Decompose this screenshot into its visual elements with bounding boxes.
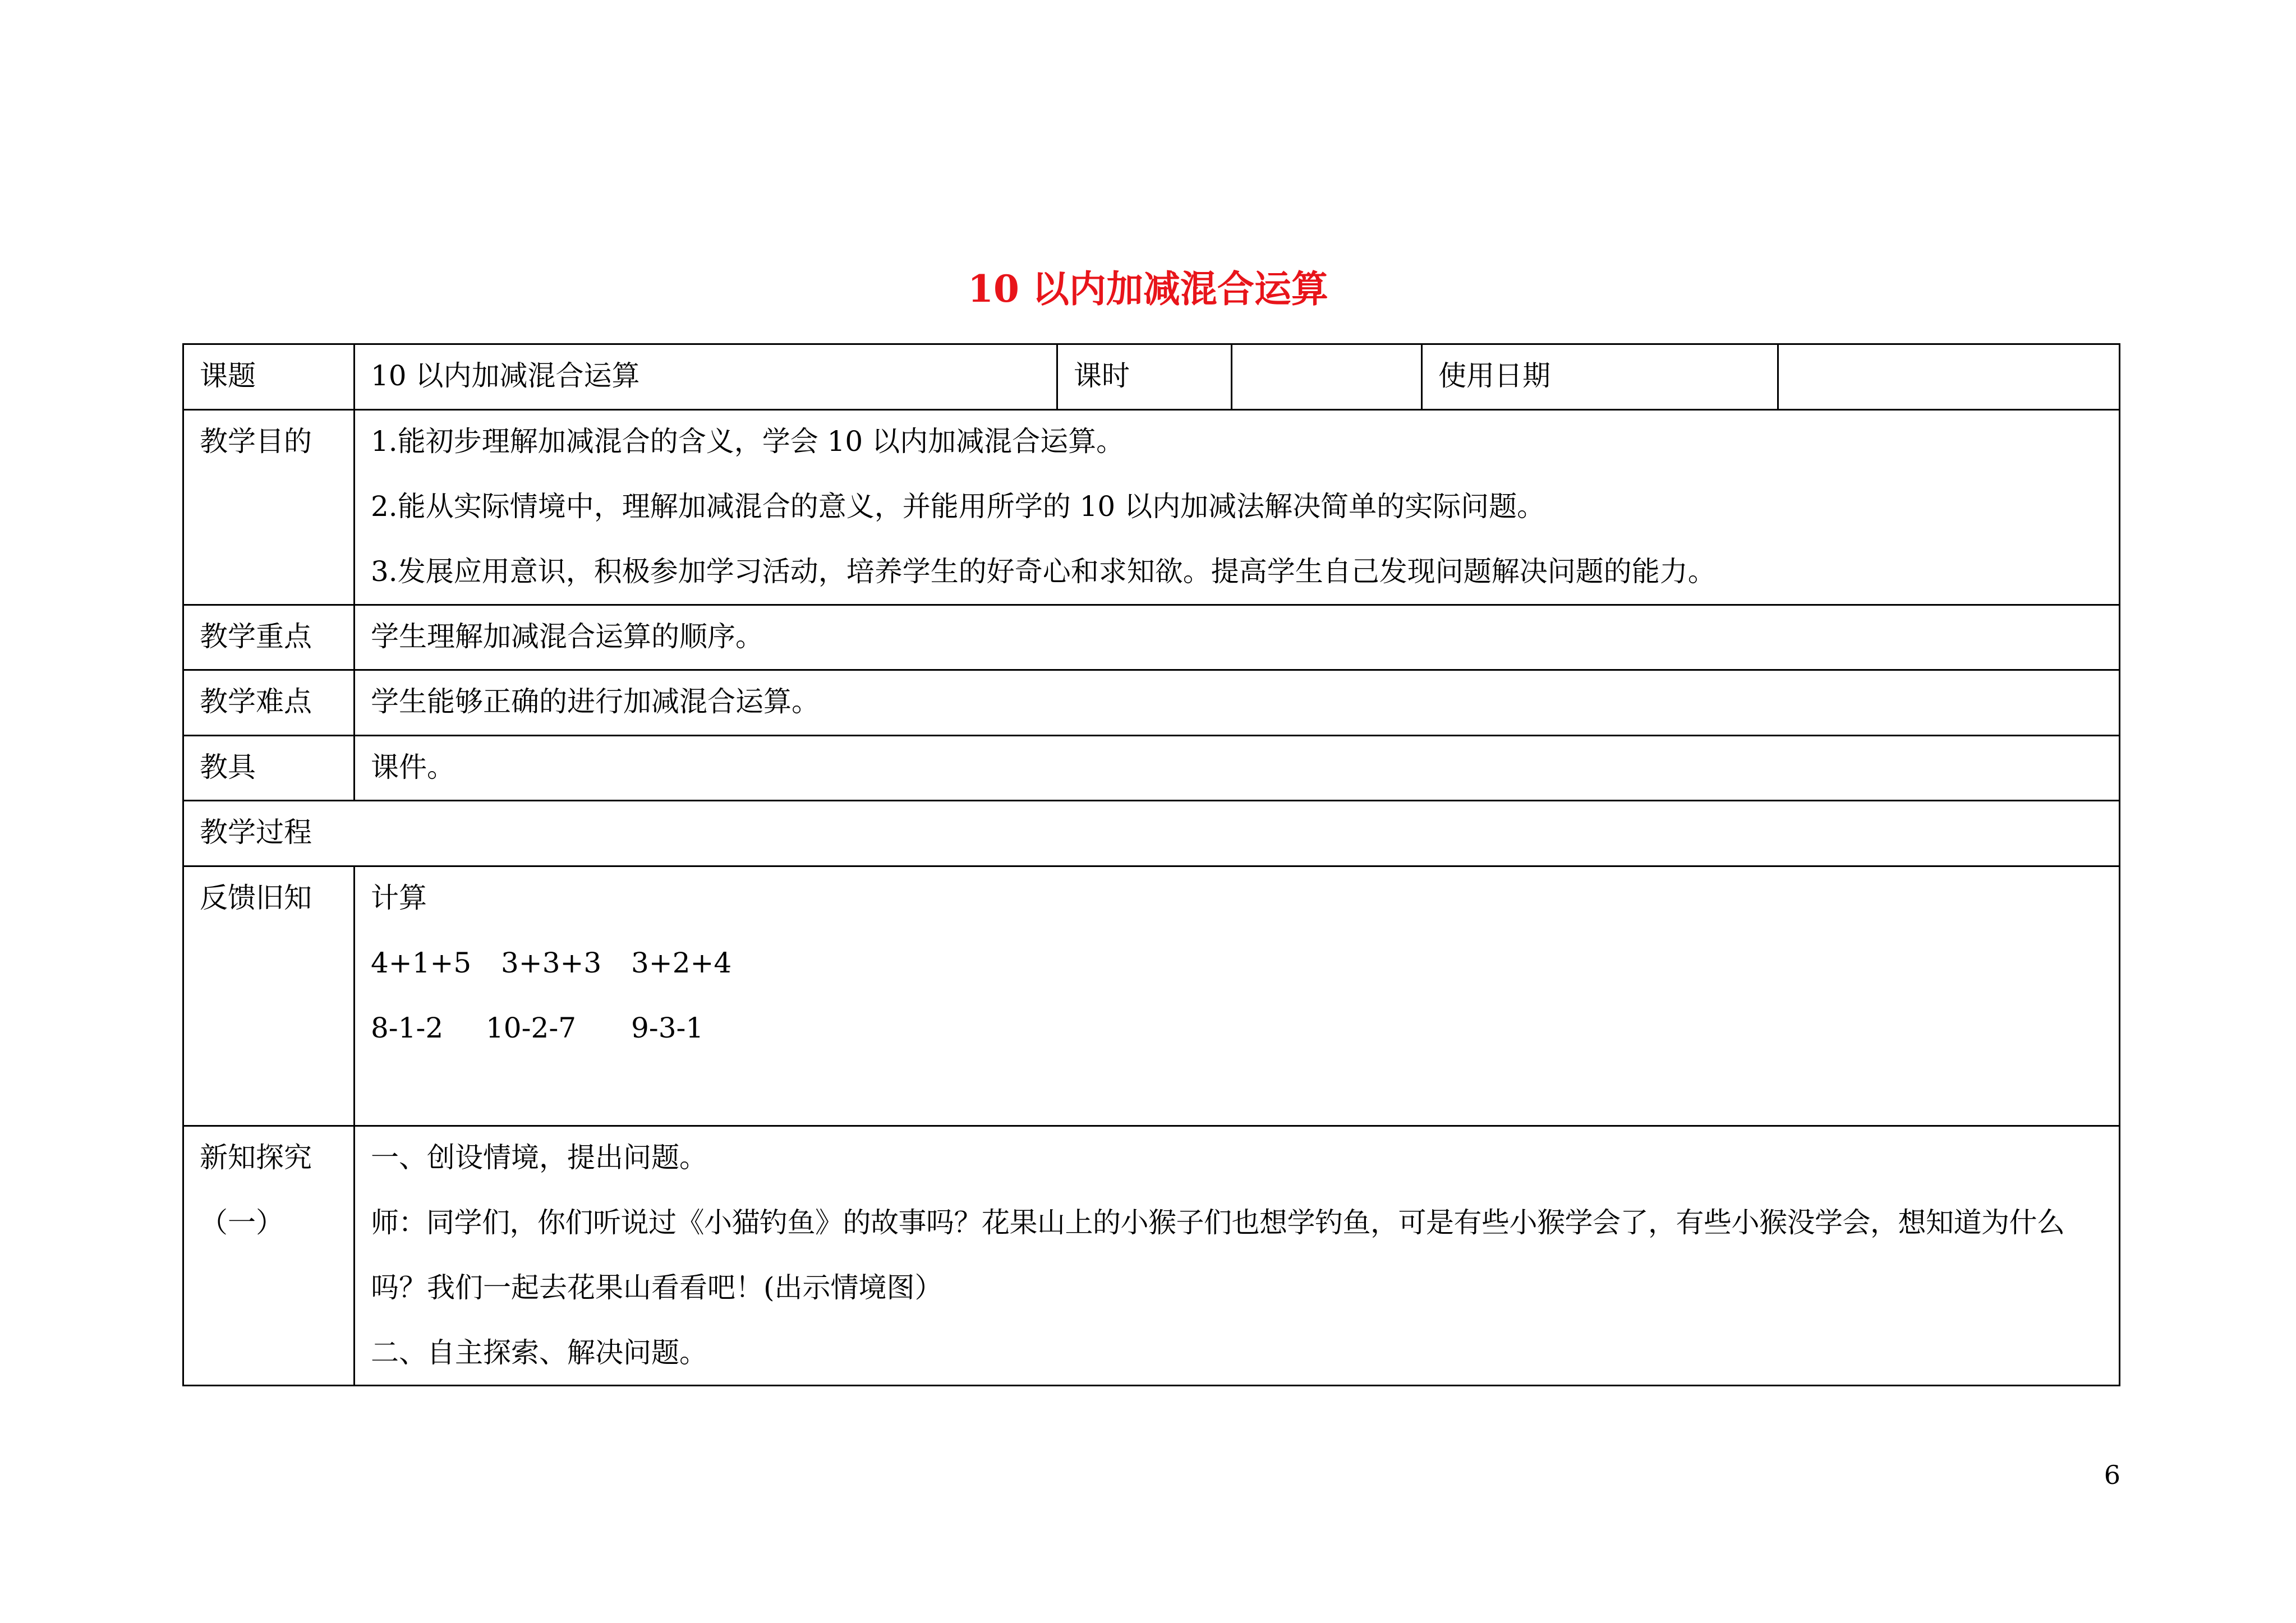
tools-row [183,736,2120,801]
topic-row [183,344,2120,410]
tools-label: 教具 [183,736,355,801]
goal-item: 3.发展应用意识，积极参加学习活动，培养学生的好奇心和求知欲。提高学生自己发现问题解决问题的能力。 [371,555,1716,588]
explore-row [183,1126,2120,1386]
date-label: 使用日期 [1422,344,1778,410]
review-content [355,866,2120,1126]
key-point-label: 教学重点 [183,605,355,670]
period-value [1232,344,1422,410]
explore-content [355,1126,2120,1386]
explore-label-line: （一） [200,1206,284,1239]
review-heading: 计算 [371,882,427,914]
key-point-row [183,605,2120,670]
goals-row [183,410,2120,605]
lesson-plan-table [182,343,2120,1386]
calc-row-1 [371,946,2103,1011]
process-label: 教学过程 [183,801,2120,866]
date-value [1778,344,2120,410]
review-row [183,866,2120,1126]
explore-line: 吗？我们一起去花果山看看吧！(出示情境图） [371,1271,943,1304]
explore-line: 一、创设情境，提出问题。 [371,1141,707,1174]
explore-line: 师：同学们，你们听说过《小猫钓鱼》的故事吗？花果山上的小猴子们也想学钓鱼，可是有些小猴学会了，有些小猴没学会，想知道为什么 [371,1206,2065,1239]
calc-item: 3+3+3 [501,947,602,979]
goals-content [355,410,2120,605]
goals-label: 教学目的 [183,410,355,605]
calc-item: 4+1+5 [371,947,472,979]
goal-item: 1.能初步理解加减混合的含义，学会 10 以内加减混合运算。 [371,425,1125,458]
explore-label-line: 新知探究 [200,1141,312,1174]
calc-item: 10-2-7 [486,1012,577,1044]
calc-item: 8-1-2 [371,1012,444,1044]
difficulty-row [183,670,2120,736]
page-number: 6 [2104,1460,2120,1490]
calc-item: 3+2+4 [631,947,732,979]
explore-label [183,1126,355,1386]
review-label: 反馈旧知 [183,866,355,1126]
goal-item: 2.能从实际情境中，理解加减混合的意义，并能用所学的 10 以内加减法解决简单的实际问题。 [371,490,1545,523]
process-row [183,801,2120,866]
difficulty-value: 学生能够正确的进行加减混合运算。 [355,670,2120,736]
topic-label: 课题 [183,344,355,410]
topic-value: 10 以内加减混合运算 [355,344,1057,410]
tools-value: 课件。 [355,736,2120,801]
calc-row-2 [371,1011,2103,1045]
difficulty-label: 教学难点 [183,670,355,736]
period-label: 课时 [1057,344,1232,410]
document-title: 10 以内加减混合运算 [968,267,1328,311]
key-point-value: 学生理解加减混合运算的顺序。 [355,605,2120,670]
explore-line: 二、自主探索、解决问题。 [371,1336,707,1369]
calc-item: 9-3-1 [631,1012,704,1044]
